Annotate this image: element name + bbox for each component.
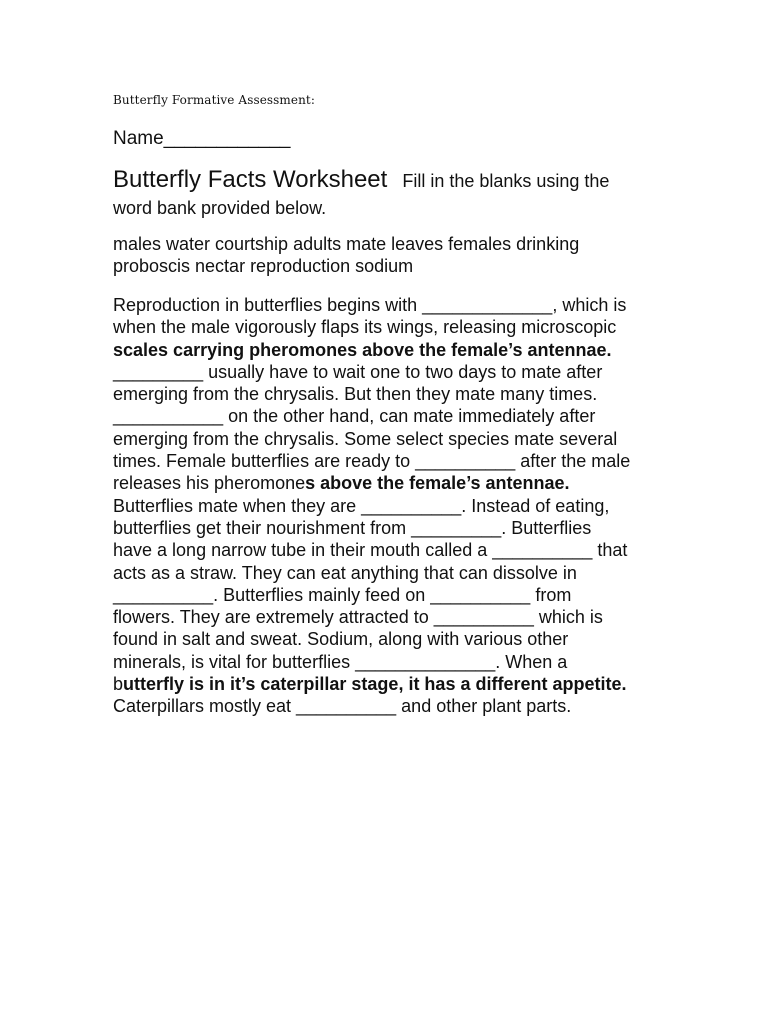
passage-line: releases his pheromones above the female’s antennae. (113, 473, 570, 494)
passage-line: times. Female butterflies are ready to __________ after the male (113, 451, 631, 472)
word-bank-line-2: proboscis nectar reproduction sodium (113, 256, 414, 276)
word-bank (113, 233, 633, 277)
worksheet-title: Butterfly Facts Worksheet (113, 166, 388, 193)
word-bank-line-1: males water courtship adults mate leaves females drinking (113, 234, 580, 254)
fill-in-passage (113, 294, 673, 718)
name-field: Name____________ (113, 128, 291, 149)
passage-line: when the male vigorously flaps its wings, releasing microscopic (113, 317, 617, 338)
passage-line: emerging from the chrysalis. But then they mate many times. (113, 384, 598, 405)
assessment-title: Butterfly Formative Assessment: (113, 93, 315, 107)
instructions-line-2: word bank provided below. (113, 198, 327, 218)
passage-line: _________ usually have to wait one to two days to mate after (113, 361, 603, 382)
passage-line: acts as a straw. They can eat anything that can dissolve in (113, 562, 577, 583)
worksheet-title-block (113, 166, 653, 222)
passage-line: Butterflies mate when they are __________. Instead of eating, (113, 495, 610, 516)
passage-line: ___________ on the other hand, can mate immediately after (113, 406, 596, 427)
passage-line: found in salt and sweat. Sodium, along with various other (113, 629, 569, 650)
passage-line: Caterpillars mostly eat __________ and other plant parts. (113, 696, 572, 717)
passage-line: butterfly is in it’s caterpillar stage, it has a different appetite. (113, 674, 627, 695)
passage-line: butterflies get their nourishment from _________. Butterflies (113, 517, 592, 538)
passage-line: Reproduction in butterflies begins with _____________, which is (113, 295, 627, 315)
instructions-line-1: Fill in the blanks using the (402, 171, 610, 191)
passage-line: have a long narrow tube in their mouth called a __________ that (113, 540, 628, 561)
passage-line: scales carrying pheromones above the female’s antennae. (113, 339, 612, 360)
passage-line: minerals, is vital for butterflies ______________. When a (113, 651, 568, 672)
passage-line: emerging from the chrysalis. Some select species mate several (113, 428, 618, 449)
passage-line: __________. Butterflies mainly feed on __________ from (113, 584, 572, 605)
passage-line: flowers. They are extremely attracted to __________ which is (113, 607, 603, 628)
